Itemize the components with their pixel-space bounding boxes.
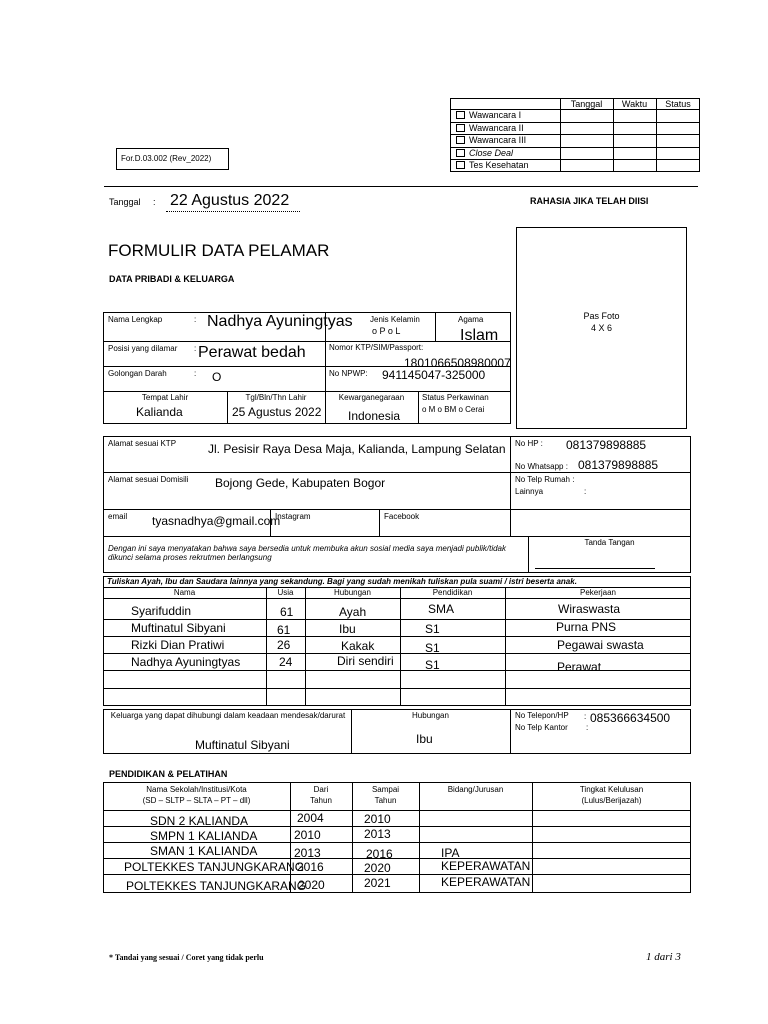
golongan-darah-value[interactable]: O <box>212 370 222 384</box>
page-title: FORMULIR DATA PELAMAR <box>108 241 330 260</box>
npwp-label: No NPWP: <box>329 369 368 378</box>
family-header-usia: Usia <box>277 588 294 597</box>
status-row-wawancara-3[interactable]: Wawancara III <box>456 135 526 145</box>
page-number: 1 dari 3 <box>646 951 681 963</box>
ktp-label: Nomor KTP/SIM/Passport: <box>329 343 424 352</box>
tgl-lahir-value[interactable]: 25 Agustus 2022 <box>232 405 322 419</box>
family-header-pendidikan: Pendidikan <box>432 588 473 597</box>
alamat-domisili-value[interactable]: Bojong Gede, Kabupaten Bogor <box>215 476 386 490</box>
email-value[interactable]: tyasnadhya@gmail.com <box>152 514 281 528</box>
alamat-ktp-label: Alamat sesuai KTP <box>108 439 177 448</box>
alamat-domisili-label: Alamat sesuai Domisili <box>108 475 189 484</box>
instagram-label: Instagram <box>275 512 311 521</box>
emergency-hubungan-value[interactable]: Ibu <box>416 732 433 746</box>
status-row-wawancara-1[interactable]: Wawancara I <box>456 110 521 120</box>
emergency-name[interactable]: Muftinatul Sibyani <box>195 738 290 752</box>
hp-value[interactable]: 081379898885 <box>566 438 647 452</box>
checkbox-icon[interactable] <box>456 124 465 132</box>
telp-rumah-label: No Telp Rumah : <box>515 475 575 484</box>
emergency-hubungan-label: Hubungan <box>412 711 449 720</box>
posisi-label: Posisi yang dilamar <box>108 344 178 353</box>
alamat-ktp-value[interactable]: Jl. Pesisir Raya Desa Maja, Kalianda, Lampung Selatan <box>208 442 506 456</box>
status-row-close-deal[interactable]: Close Deal <box>456 148 513 158</box>
posisi-value[interactable]: Perawat bedah <box>198 344 306 361</box>
lainnya-label: Lainnya <box>515 487 544 496</box>
family-header-nama: Nama <box>173 588 196 597</box>
nama-label: Nama Lengkap <box>108 315 163 324</box>
whatsapp-value[interactable]: 081379898885 <box>578 458 659 472</box>
jenis-kelamin-value[interactable]: o P o L <box>372 326 401 336</box>
edu-header-bidang: Bidang/Jurusan <box>447 785 504 794</box>
date-value[interactable]: 22 Agustus 2022 <box>170 192 290 209</box>
agama-label: Agama <box>458 315 484 324</box>
golongan-darah-label: Golongan Darah <box>108 369 167 378</box>
ktp-value[interactable]: 1801066508980007 <box>404 356 511 370</box>
emergency-label: Keluarga yang dapat dihubungi dalam keadaan mendesak/darurat <box>110 711 346 720</box>
tgl-lahir-label: Tgl/Bln/Thn Lahir <box>245 393 307 402</box>
family-header-hubungan: Hubungan <box>334 588 371 597</box>
date-underline <box>166 211 300 212</box>
kewarganegaraan-value[interactable]: Indonesia <box>348 409 401 423</box>
checkbox-icon[interactable] <box>456 149 465 157</box>
signature-line[interactable] <box>535 568 655 569</box>
section-education-title: PENDIDIKAN & PELATIHAN <box>109 769 228 779</box>
status-row-tes-kesehatan[interactable]: Tes Kesehatan <box>456 160 529 170</box>
photo-size: 4 X 6 <box>590 323 612 333</box>
photo-label: Pas Foto <box>583 311 620 321</box>
agama-value[interactable]: Islam <box>460 327 499 344</box>
edu-header-school-note: (SD – SLTP – SLTA – PT – dll) <box>142 796 251 805</box>
consent-text: Dengan ini saya menyatakan bahwa saya bersedia untuk membuka akun sosial media saya menjadi publik/tidak dikunci selama proses rekrutmen berlangsung <box>108 544 507 562</box>
footer-note: * Tandai yang sesuai / Coret yang tidak perlu <box>109 953 264 962</box>
status-row-wawancara-2[interactable]: Wawancara II <box>456 123 524 133</box>
office-phone-label: No Telp Kantor <box>515 723 568 732</box>
emergency-phone-label: No Telepon/HP <box>515 711 569 720</box>
status-header-status: Status <box>665 99 691 109</box>
status-header-tanggal: Tanggal <box>570 99 603 109</box>
facebook-label: Facebook <box>384 512 420 521</box>
edu-header-dari: Dari <box>313 785 329 794</box>
edu-header-sampai: Sampai <box>371 785 400 794</box>
family-header-pekerjaan: Pekerjaan <box>579 588 617 597</box>
status-perkawinan-value[interactable]: o M o BM o Cerai <box>422 405 485 414</box>
checkbox-icon[interactable] <box>456 111 465 119</box>
tempat-lahir-value[interactable]: Kalianda <box>136 405 183 419</box>
checkbox-icon[interactable] <box>456 161 465 169</box>
form-code: For.D.03.002 (Rev_2022) <box>121 154 212 163</box>
tanda-tangan-label: Tanda Tangan <box>584 538 635 547</box>
family-instruction: Tuliskan Ayah, Ibu dan Saudara lainnya yang sekandung. Bagi yang sudah menikah tuliskan pula suami / istri beserta anak. <box>107 577 577 586</box>
checkbox-icon[interactable] <box>456 136 465 144</box>
edu-header-tingkat: Tingkat Kelulusan <box>579 785 644 794</box>
kewarganegaraan-label: Kewarganegaraan <box>338 393 405 402</box>
header-divider <box>104 186 698 187</box>
section-personal-title: DATA PRIBADI & KELUARGA <box>109 274 235 284</box>
tempat-lahir-label: Tempat Lahir <box>141 393 189 402</box>
status-perkawinan-label: Status Perkawinan <box>422 393 489 402</box>
hp-label: No HP : <box>515 439 543 448</box>
nama-value[interactable]: Nadhya Ayuningtyas <box>207 313 353 330</box>
date-colon: : <box>153 197 156 207</box>
confidential-note: RAHASIA JIKA TELAH DIISI <box>530 196 649 206</box>
whatsapp-label: No Whatsapp : <box>515 462 568 471</box>
email-label: email <box>108 512 128 521</box>
npwp-value[interactable]: 941145047-325000 <box>382 368 486 382</box>
date-label: Tanggal <box>109 197 141 207</box>
jenis-kelamin-label: Jenis Kelamin <box>370 315 420 324</box>
status-header-waktu: Waktu <box>621 99 648 109</box>
edu-header-school: Nama Sekolah/Institusi/Kota <box>146 785 247 794</box>
emergency-phone-value[interactable]: 085366634500 <box>590 711 671 725</box>
